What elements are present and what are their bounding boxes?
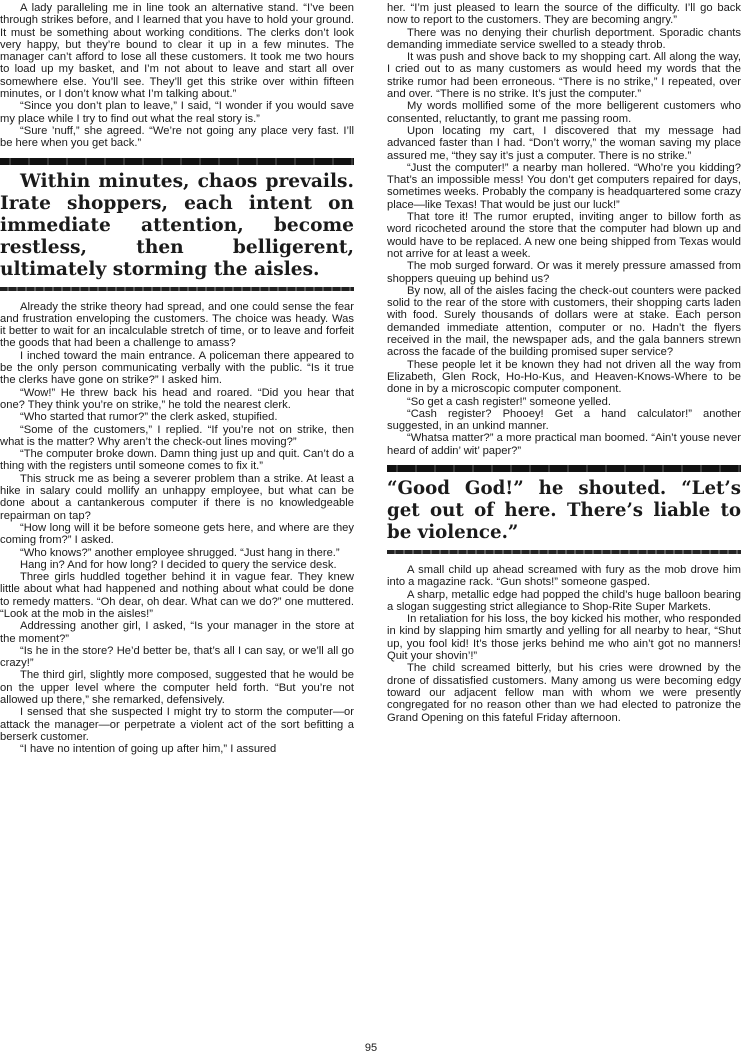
paragraph: The third girl, slightly more composed, suggested that he would be on the upper level where the computer held forth. “But you’re not allowed up there,” she remarked, defensively.	[0, 669, 354, 707]
paragraph-continuation: her. “I’m just pleased to learn the source of the difficulty. I’ll go back now to report to the customers. They are becoming angry.”	[387, 2, 741, 27]
left-paragraphs-after	[0, 301, 354, 756]
paragraph: There was no denying their churlish deportment. Sporadic chants demanding immediate service swelled to a steady throb.	[387, 26, 741, 51]
paragraph: A small child up ahead screamed with fury as the mob drove him into a magazine rack. “Gun shots!” someone gasped.	[387, 563, 741, 589]
paragraph: “Some of the customers,” I replied. “If you’re not on strike, then what is the matter? Why aren’t the check-out lines moving?”	[0, 423, 354, 448]
paragraph: Addressing another girl, I asked, “Is your manager in the store at the moment?”	[0, 620, 354, 645]
paragraph: In retaliation for his loss, the boy kicked his mother, who responded in kind by slapping him smartly and yelling for all nearby to hear, “Shut up, you fool kid! It’s those jerks behind me who ain’t got no manners! Quit your shovin’!”	[387, 613, 741, 663]
paragraph: “So get a cash register!” someone yelled.	[407, 395, 611, 408]
paragraph: By now, all of the aisles facing the check-out counters were packed solid to the rear of the store with customers, their shopping carts laden with food. Surely thousands of dollars were at stake. Each person demanded immediate attention, computer or no. Hadn’t the flyers received in the mail, the newspaper ads, and the gala banners strewn across the facade of the building promised super service?	[387, 284, 741, 359]
paragraph: “Is he in the store? He’d better be, that’s all I can say, or we’ll all go crazy!”	[0, 644, 354, 670]
paragraph: This struck me as being a severer problem than a strike. At least a hike in salary could mollify an unhappy employee, but what can be done about a cantankerous computer if there is no knowledgeable repairman on tap?	[0, 472, 354, 522]
paragraph: “Since you don’t plan to leave,” I said, “I wonder if you would save my place while I try to find out what the real story is.”	[0, 100, 354, 125]
paragraph: Hang in? And for how long? I decided to query the service desk.	[20, 558, 337, 571]
pull-quote-bottom-rule	[387, 550, 741, 554]
paragraph: Already the strike theory had spread, and one could sense the fear and frustration enveloping the customers. The choice was heady. Was it better to wait for an incalculable stretch of time, or to leave and forfeit the goods that had been a challenge to amass?	[0, 300, 354, 350]
pull-quote-text: Within minutes, chaos prevails. Irate shoppers, each intent on immediate attention, become restless, then belligerent, ultimately storming the aisles.	[0, 170, 354, 280]
paragraph: “Who knows?” another employee shrugged. “Just hang in there.”	[20, 546, 340, 559]
paragraph: Upon locating my cart, I discovered that my message had advanced faster than I had. “Don’t worry,” the woman saving my place assured me, “they say it’s just a computer. There is no strike.”	[387, 124, 741, 162]
paragraph: “I have no intention of going up after him,” I assured	[20, 743, 277, 756]
pull-quote-text: “Good God!” he shouted. “Let’s get out of here. There’s liable to be violence.”	[387, 477, 741, 543]
left-paragraphs-before	[0, 2, 354, 150]
paragraph: “Cash register? Phooey! Get a hand calculator!” another suggested, in an unkind manner.	[387, 407, 741, 433]
paragraph: That tore it! The rumor erupted, inviting anger to billow forth as word ricocheted around the store that the computer had blown up and would have to be replaced. A new one being shipped from Texas would not arrive for at least a week.	[387, 211, 741, 260]
right-paragraphs-before	[387, 27, 741, 457]
page-number: 95	[364, 1042, 378, 1054]
right-column	[387, 2, 741, 724]
left-column	[0, 2, 354, 756]
pull-quote-bottom-rule	[0, 287, 354, 291]
paragraph: “Whatsa matter?” a more practical man boomed. “Ain’t youse never heard of addin’ wit’ paper?”	[387, 432, 741, 457]
paragraph: “Sure ’nuff,” she agreed. “We’re not going any place very fast. I’ll be here when you get back.”	[0, 124, 354, 150]
paragraph: I sensed that she suspected I might try to storm the computer—or attack the manager—or perpetrate a violent act of the sort befitting a berserk customer.	[0, 706, 354, 743]
pull-quote-top-rule	[0, 158, 354, 165]
paragraph: A lady paralleling me in line took an alternative stand. “I’ve been through strikes before, and I learned that you have to hold your ground. It must be something about working conditions. The clerks don’t look very happy, but they’re bound to clear it up in a few minutes. The manager can’t afford to lose all these customers. It took me two hours to load up my basket, and I’m not about to leave and start all over somewhere else. You’ll see. They’ll get this strike over within fifteen minutes, or I don’t know what I’m talking about.”	[0, 2, 354, 101]
paragraph: The mob surged forward. Or was it merely pressure amassed from shoppers queuing up behind us?	[387, 260, 741, 285]
right-paragraphs-after	[387, 564, 741, 724]
paragraph: “Who started that rumor?” the clerk asked, stupified.	[20, 411, 278, 424]
pull-quote-good-god	[387, 465, 741, 554]
paragraph: These people let it be known they had not driven all the way from Elizabeth, Glen Rock, Ho-Ho-Kus, and Heaven-Knows-Where to be done in by a microscopic computer component.	[387, 358, 741, 396]
paragraph: A sharp, metallic edge had popped the child’s huge balloon bearing a slogan suggesting strict allegiance to Shop-Rite Super Markets.	[387, 588, 741, 613]
paragraph: I inched toward the main entrance. A policeman there appeared to be the only person communicating verbally with the public. “Is it true the clerks have gone on strike?” I asked him.	[0, 349, 354, 387]
paragraph: “The computer broke down. Damn thing just up and quit. Can’t do a thing with the registers until someone comes to fix it.”	[0, 448, 354, 473]
paragraph: The child screamed bitterly, but his cries were drowned by the drone of dissatisfied customers. Many among us were becoming edgy toward our adjacent fellow man with whom we were presently congregated for no reason other than we had elected to patronize the Grand Opening on this fateful Friday afternoon.	[387, 662, 741, 724]
pull-quote-chaos	[0, 158, 354, 291]
paragraph: “Just the computer!” a nearby man hollered. “Who’re you kidding? That’s an impossible mess! You don’t get computers repaired for days, sometimes weeks. Probably the company is headquartered some crazy place—like Texas! That would be just our luck!”	[387, 161, 741, 211]
paragraph: Three girls huddled together behind it in vague fear. They knew little about what had happened and nothing about what could be done to remedy matters. “Oh dear, oh dear. What can we do?” one muttered. “Look at the mob in the aisles!”	[0, 571, 354, 620]
paragraph: “Wow!” He threw back his head and roared. “Did you hear that one? They think you’re on strike,” he told the nearest clerk.	[0, 386, 354, 411]
paragraph: “How long will it be before someone gets here, and where are they coming from?” I asked.	[0, 521, 354, 547]
paragraph: It was push and shove back to my shopping cart. All along the way, I cried out to as many customers as would heed my words that the strike rumor had been erroneous. “There is no strike,” I repeated, over and over. “There is no strike. It’s just the computer.”	[387, 51, 741, 101]
pull-quote-top-rule	[387, 465, 741, 472]
paragraph: My words mollified some of the more belligerent customers who consented, reluctantly, to grant me passing room.	[387, 100, 741, 125]
